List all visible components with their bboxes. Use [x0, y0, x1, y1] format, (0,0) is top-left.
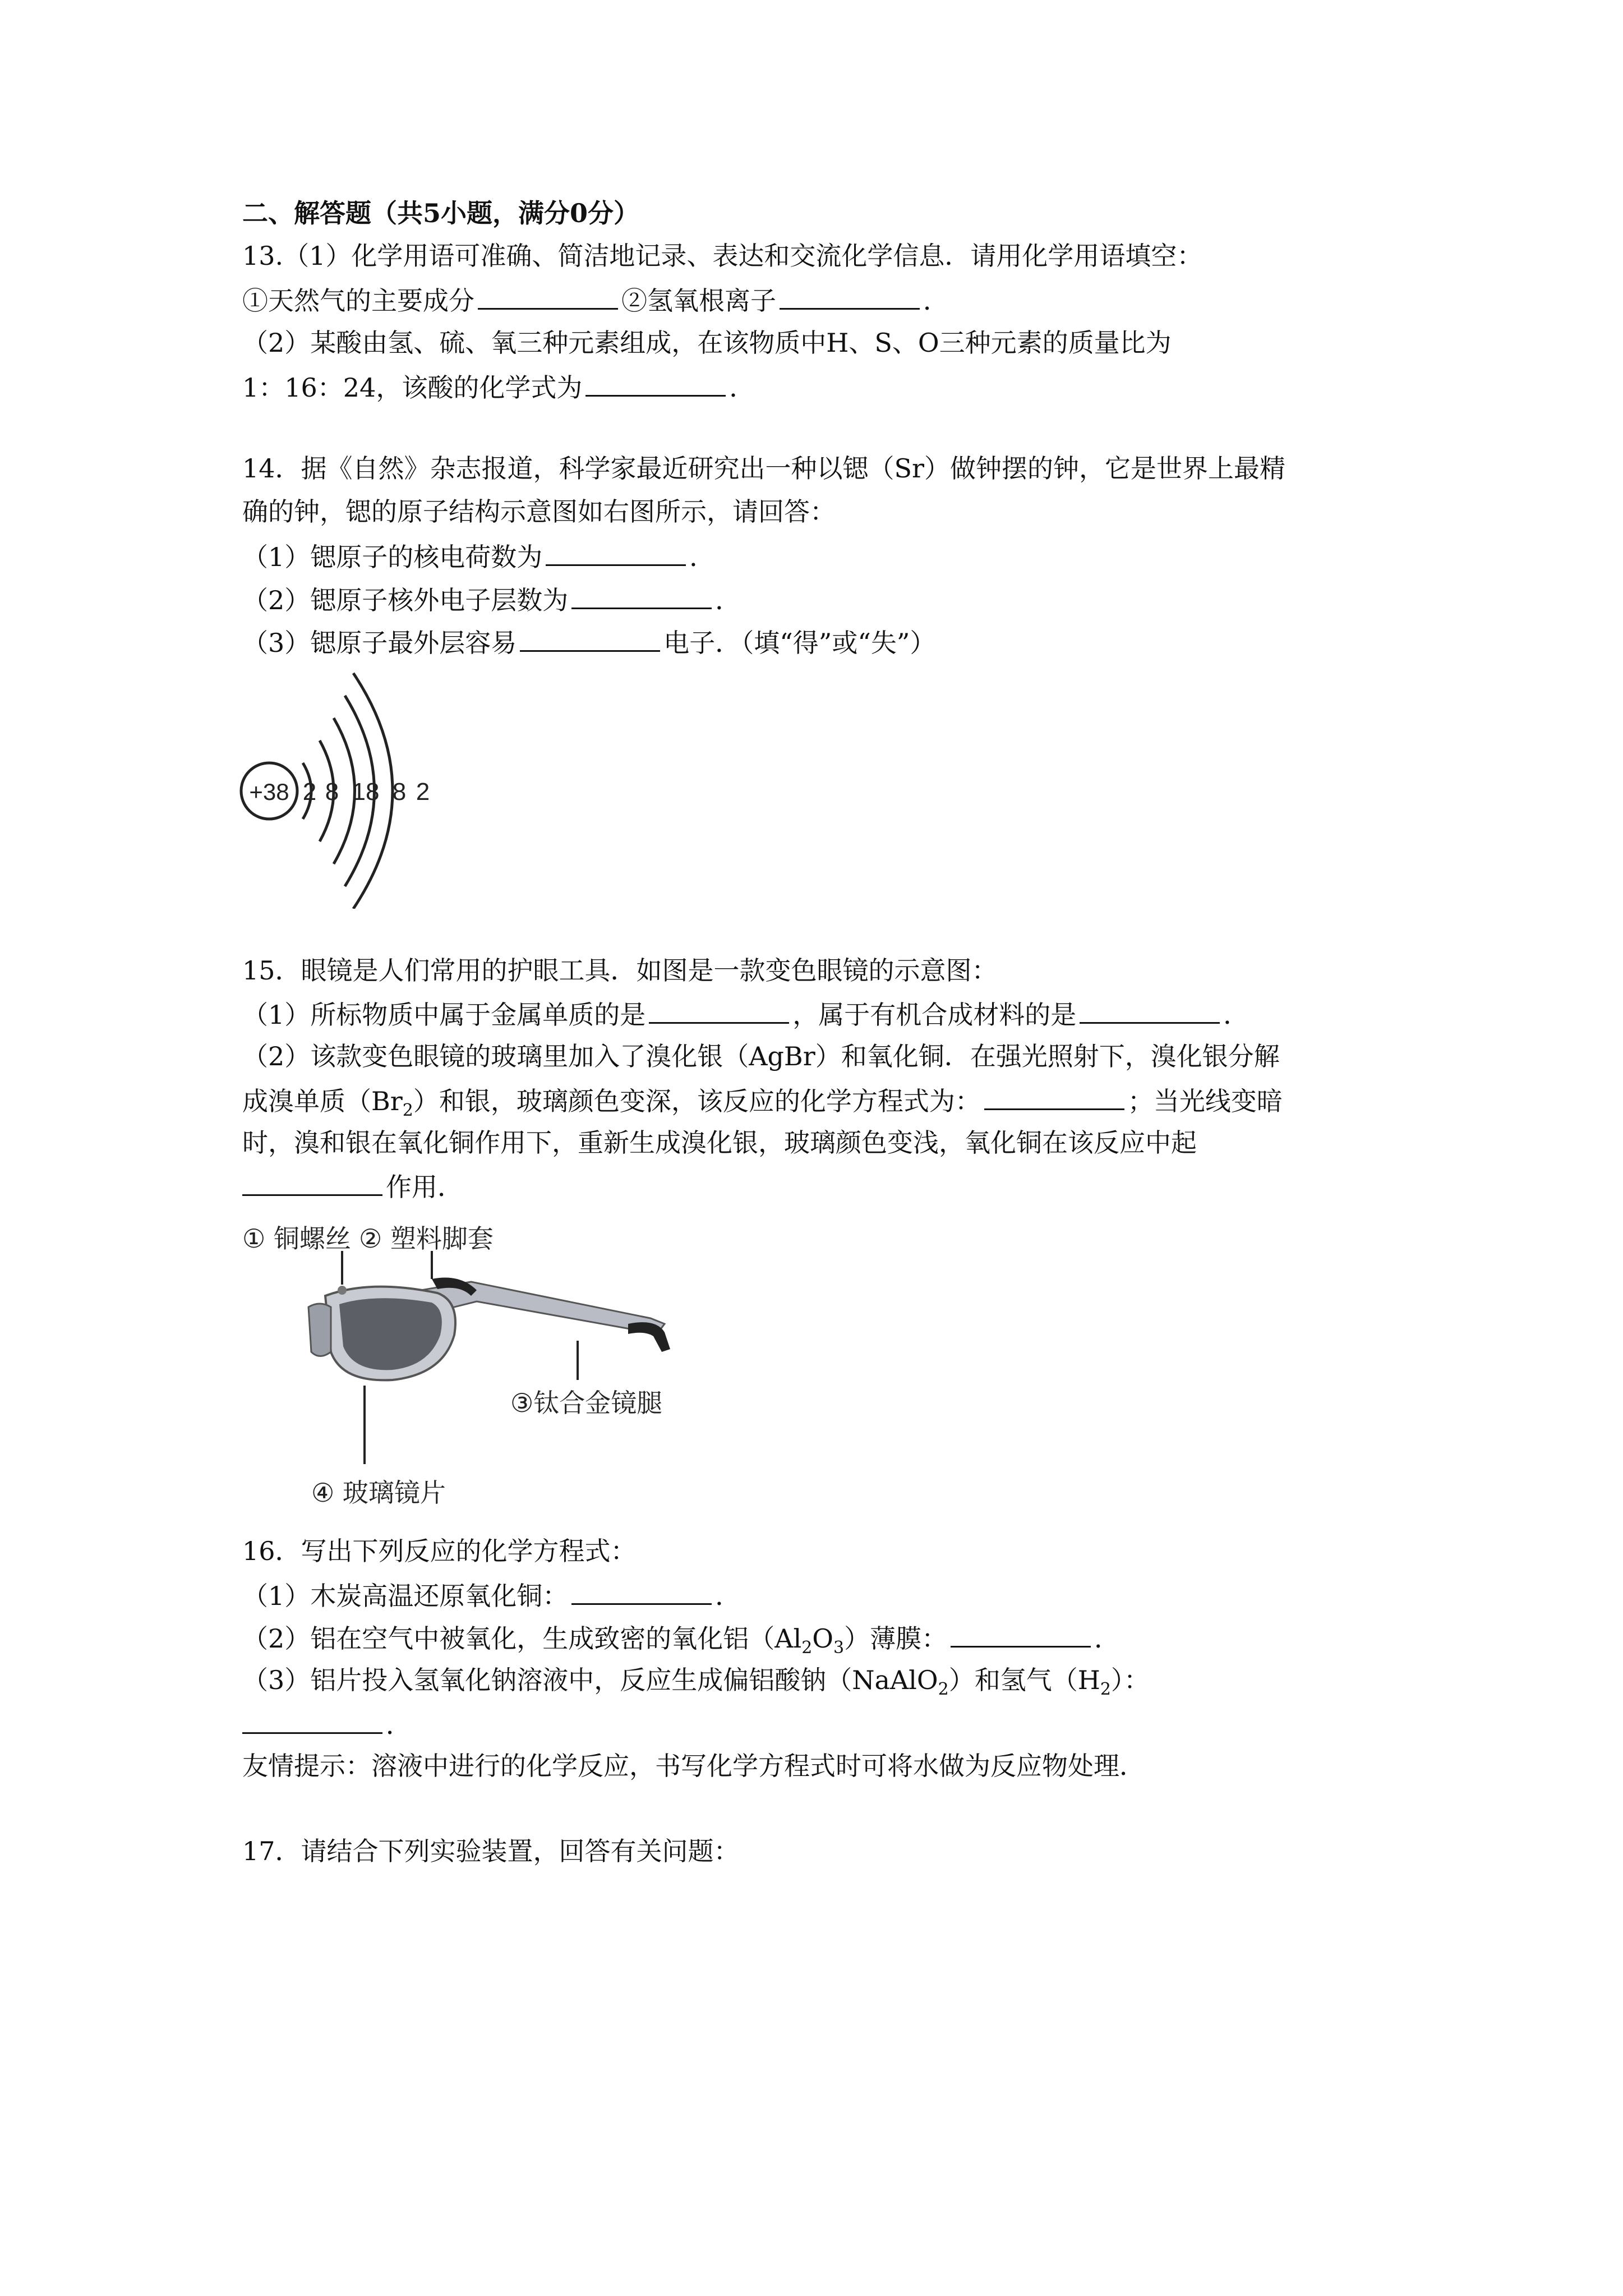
answer-blank[interactable] [951, 1620, 1091, 1648]
shell-count: 2 [302, 778, 317, 806]
q15-line-1: 15．眼镜是人们常用的护眼工具．如图是一款变色眼镜的示意图： [242, 955, 998, 986]
answer-blank[interactable] [242, 1706, 382, 1734]
answer-blank[interactable] [520, 624, 660, 652]
q15-line-2: （1）所标物质中属于金属单质的是 ，属于有机合成材料的是 ． [242, 996, 1249, 1032]
answer-blank[interactable] [546, 539, 686, 566]
sunglasses-illustration [292, 1240, 695, 1475]
q15-line-5: 时，溴和银在氧化铜作用下，重新生成溴化银，玻璃颜色变浅，氧化铜在该反应中起 [242, 1128, 1197, 1158]
q13-line-4: 1：16：24，该酸的化学式为 ． [242, 369, 755, 404]
shell-count: 8 [325, 778, 339, 806]
answer-blank[interactable] [649, 996, 789, 1024]
shell-count: 18 [352, 778, 380, 806]
q15-line-3: （2）该款变色眼镜的玻璃里加入了溴化银（AgBr）和氧化铜．在强光照射下，溴化银分解 [242, 1041, 1280, 1071]
q15-line-4: 成溴单质$(Br_2)$和银，玻璃颜色变深，该反应的化学方程式为： ；当光线变暗 [242, 1083, 1283, 1118]
strontium-atom-diagram [236, 662, 449, 909]
q16-line-5: ． [242, 1706, 412, 1742]
label-plastic-tip: ② 塑料脚套 [359, 1223, 494, 1254]
q14-line-1: 14．据《自然》杂志报道，科学家最近研究出一种以锶（Sr）做钟摆的钟，它是世界上最精 [242, 453, 1286, 484]
q14-line-3: （1）锶原子的核电荷数为 ． [242, 539, 715, 574]
q13-line-2: ①天然气的主要成分 ②氢氧根离子 ． [242, 282, 949, 318]
answer-blank[interactable] [478, 282, 618, 310]
nucleus-charge: +38 [249, 779, 289, 805]
q14-line-2: 确的钟，锶的原子结构示意图如右图所示，请回答： [242, 496, 836, 527]
answer-blank[interactable] [571, 1577, 712, 1605]
screw [338, 1286, 347, 1295]
q14-line-4: （2）锶原子核外电子层数为 ． [242, 582, 741, 617]
answer-blank[interactable] [780, 282, 920, 310]
q16-line-1: 16．写出下列反应的化学方程式： [242, 1536, 637, 1566]
label-copper-screw: ① 铜螺丝 [242, 1223, 351, 1254]
shell-count: 8 [392, 778, 407, 806]
lens-left-edge [308, 1304, 331, 1356]
label-glass-lens: ④ 玻璃镜片 [311, 1478, 446, 1508]
section-title: 二、解答题（共5小题，满分0分） [242, 198, 640, 228]
answer-blank[interactable] [984, 1083, 1124, 1110]
answer-blank[interactable] [571, 582, 712, 609]
q17-line-1: 17．请结合下列实验装置，回答有关问题： [242, 1836, 740, 1866]
plastic-tip [628, 1322, 670, 1352]
label-titanium-temple: ③钛合金镜腿 [510, 1388, 663, 1418]
answer-blank[interactable] [585, 369, 726, 397]
shell-count: 2 [416, 778, 430, 806]
q15-line-6: 作用． [242, 1168, 463, 1204]
q16-line-2: （1）木炭高温还原氧化铜： ． [242, 1577, 741, 1613]
answer-blank[interactable] [242, 1168, 382, 1196]
q13-line-1: 13.（1）化学用语可准确、简洁地记录、表达和交流化学信息．请用化学用语填空： [242, 241, 1203, 271]
q16-line-4: （3）铝片投入氢氧化钠溶液中，反应生成偏铝酸钠（NaAlO$_2$）和氢气$(H_2)$： [242, 1665, 1150, 1700]
q16-line-3: （2）铝在空气中被氧化，生成致密的氧化铝$(Al_2O_3)$薄膜： ． [242, 1620, 1120, 1655]
q14-line-5: （3）锶原子最外层容易 电子．（填“得”或“失”） [242, 624, 935, 660]
q13-line-3: （2）某酸由氢、硫、氧三种元素组成，在该物质中H、S、O三种元素的质量比为 [242, 328, 1172, 358]
q16-tip: 友情提示：溶液中进行的化学反应，书写化学方程式时可将水做为反应物处理． [242, 1751, 1145, 1781]
answer-blank[interactable] [1080, 996, 1220, 1024]
